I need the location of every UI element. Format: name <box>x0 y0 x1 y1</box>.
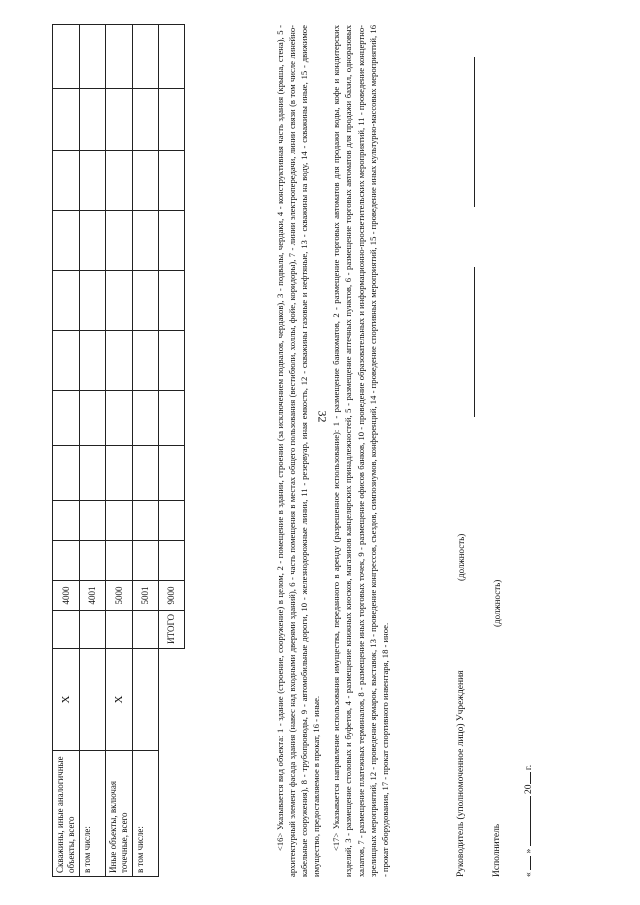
date-close: » <box>524 848 534 854</box>
date-open: « <box>524 872 534 877</box>
cell <box>53 541 80 581</box>
cell <box>133 391 159 446</box>
cell <box>159 541 185 581</box>
cell <box>106 541 133 581</box>
cell <box>159 649 185 751</box>
cell <box>80 271 106 331</box>
cell <box>80 541 106 581</box>
row-code: 5001 <box>133 581 159 611</box>
cell <box>106 89 133 151</box>
cell <box>133 611 159 649</box>
cell <box>159 151 185 211</box>
row-mark: X <box>53 649 80 751</box>
cell <box>159 391 185 446</box>
cell <box>53 151 80 211</box>
table-row <box>159 25 185 877</box>
cell <box>106 25 133 89</box>
cell <box>159 331 185 391</box>
cell <box>80 611 106 649</box>
cell <box>53 25 80 89</box>
date-month-line <box>530 796 531 846</box>
footnote-17: <17> Указывается направление использования имущества, переданного в аренду (разрешенное использование): 1 - размещение банкоматов, 2 - размещение торговых автоматов для продажи воды, кофе и кондитерских изделий, 3 - размещение столовых и буфетов, 4 - размещение книжных киосков, магазинов канцелярских принадлежностей, 5 - размещение аптечных пунктов, 6 - размещение торговых автоматов для продажи бахил, одноразовых халатов, 7 - размещение платежных терминалов, 8 - размещение иных торговых точек, 9 - размещение офисов банков, 10 - проведение образовательных и информационно-просветительских мероприятий, 11 - проведение концертно-зрелищных мероприятий, 12 - проведение ярмарок, выставок, 13 - проведение конгрессов, съездов, симпозиумов, конференций, 14 - проведение спортивных мероприятий, 15 - проведение иных культурно-массовых мероприятий, 16 - прокат оборудования, 17 - прокат спортивного инвентаря, 18 - иное. <box>331 25 390 877</box>
table-row <box>53 25 80 877</box>
cell <box>133 151 159 211</box>
cell <box>159 25 185 89</box>
cell <box>159 751 185 877</box>
cell <box>53 331 80 391</box>
cell <box>159 271 185 331</box>
total-label: ИТОГО <box>159 611 185 649</box>
row-code: 4001 <box>80 581 106 611</box>
footnote-16: <16> Указывается вид объекта: 1 - здание (строение, сооружение) в целом, 2 - помещение в здании, строении (за исключением подвалов, чердаков), 3 - подвалы, чердаки, 4 - конструктивная часть здания (крыша, стена), 5 - архитектурный элемент фасада здания (навес над входными дверями зданий), 6 - часть помещения в местах общего пользования (вестибюли, холлы, фойе, коридоры), 7 - линии электропередачи, линии связи (в том числе линейно-кабельные сооружения), 8 - трубопроводы, 9 - автомобильные дороги, 10 - железнодорожные линии, 11 - резервуар, иная емкость, 12 - скважины газовые и нефтяные, 13 - скважины на воду, 14 - скважины иные, 15 - движимое имущество, предоставляемое в прокат, 16 - иные. <box>275 25 322 877</box>
footnotes <box>274 25 391 877</box>
row-label: Иные объекты, включая точечные, всего <box>106 751 133 877</box>
head-signature-line <box>474 267 475 417</box>
cell <box>106 391 133 446</box>
cell <box>133 271 159 331</box>
cell <box>133 331 159 391</box>
cell <box>106 611 133 649</box>
cell <box>80 211 106 271</box>
table-row <box>80 25 106 877</box>
cell <box>80 501 106 541</box>
cell <box>53 446 80 501</box>
date-year: 20 <box>524 784 534 794</box>
cell <box>159 89 185 151</box>
cell <box>159 501 185 541</box>
table-row <box>133 25 159 877</box>
cell <box>106 446 133 501</box>
cell <box>133 649 159 751</box>
cell <box>133 541 159 581</box>
table-row <box>106 25 133 877</box>
cell <box>53 391 80 446</box>
head-position-caption: (должность) <box>456 533 466 581</box>
cell <box>80 331 106 391</box>
cell <box>80 391 106 446</box>
cell <box>80 89 106 151</box>
cell <box>106 271 133 331</box>
cell <box>80 446 106 501</box>
row-label: в том числе: <box>133 751 159 877</box>
cell <box>53 89 80 151</box>
total-code: 9000 <box>159 581 185 611</box>
date-year-line <box>530 773 531 785</box>
date-day-line <box>530 856 531 870</box>
date-line <box>524 765 534 877</box>
page-number: 32 <box>315 410 330 423</box>
cell <box>80 25 106 89</box>
cell <box>106 211 133 271</box>
cell <box>80 151 106 211</box>
head-label: Руководитель (уполномоченное лицо) Учреждения <box>456 670 466 877</box>
cell <box>53 211 80 271</box>
row-code: 4000 <box>53 581 80 611</box>
objects-table <box>52 24 185 877</box>
cell <box>133 501 159 541</box>
cell <box>80 649 106 751</box>
cell <box>106 331 133 391</box>
row-code: 5000 <box>106 581 133 611</box>
head-name-line <box>474 57 475 207</box>
executor-position-caption: (должность) <box>492 579 502 627</box>
cell <box>133 25 159 89</box>
cell <box>106 501 133 541</box>
row-label: в том числе: <box>80 751 106 877</box>
cell <box>53 611 80 649</box>
cell <box>53 271 80 331</box>
cell <box>133 211 159 271</box>
cell <box>106 151 133 211</box>
cell <box>133 446 159 501</box>
cell <box>53 501 80 541</box>
date-suffix: г. <box>524 764 534 771</box>
cell <box>159 446 185 501</box>
executor-label: Исполнитель <box>492 823 502 877</box>
cell <box>159 211 185 271</box>
row-mark: X <box>106 649 133 751</box>
row-label: Скважины, иные аналогичные объекты, всего <box>53 751 80 877</box>
cell <box>133 89 159 151</box>
